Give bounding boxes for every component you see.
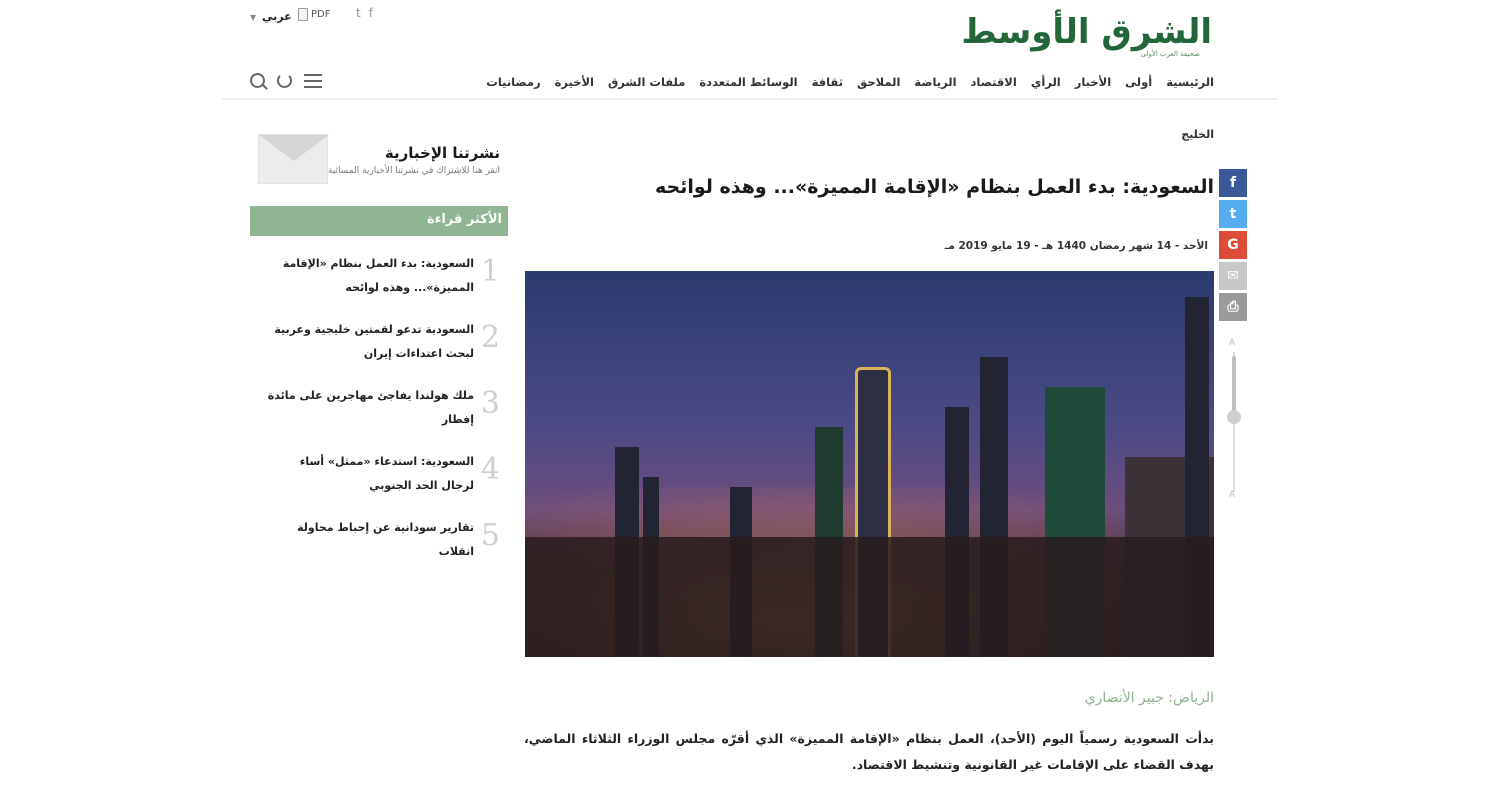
list-item-title[interactable]: السعودية تدعو لقمتين خليجية وعربية لبحث اعتداءات إيران [274,323,474,360]
slider-fill [1232,356,1236,414]
nav-item-ramadan[interactable]: رمضانيات [486,75,541,89]
refresh-icon[interactable] [277,73,292,88]
nav-item-home[interactable]: الرئيسية [1166,75,1214,89]
pdf-link[interactable] [298,8,330,21]
search-icon[interactable] [250,73,265,88]
font-size-large-icon: A [1229,338,1236,348]
nav-item-opinion[interactable]: الرأي [1030,75,1061,89]
share-bar [1219,169,1247,321]
nav-item-economy[interactable]: الاقتصاد [970,75,1017,89]
article-date: الأحد - 14 شهر رمضان 1440 هـ - 19 مايو 2019 مـ [944,240,1208,252]
top-bar [0,0,1500,60]
language-switch[interactable] [250,10,292,23]
nav-item-files[interactable]: ملفات الشرق [608,75,686,89]
most-read-title: الأكثر قراءة [427,212,502,227]
nav-item-culture[interactable]: ثقافة [811,75,844,89]
pdf-file-icon [298,8,308,21]
slider-knob[interactable] [1227,410,1241,424]
envelope-icon [258,134,328,184]
nav-item-last[interactable]: الأخيرة [554,75,594,89]
list-item-number: 1 [480,254,500,289]
nav-item-sports[interactable]: الرياضة [914,75,957,89]
site-logo[interactable]: الشرق الأوسط [961,12,1212,52]
list-item-number: 5 [480,518,500,553]
google-icon: G [1227,237,1239,253]
main-nav [222,66,1278,100]
twitter-share-button[interactable] [1219,200,1247,228]
font-size-slider[interactable] [1226,338,1242,508]
list-item-number: 2 [480,320,500,355]
most-read-list [250,250,508,580]
facebook-share-button[interactable] [1219,169,1247,197]
facebook-icon: f [1229,175,1237,191]
social-links [356,6,373,20]
email-share-button[interactable] [1219,262,1247,290]
list-item-number: 3 [480,386,500,421]
print-button[interactable] [1219,293,1247,321]
envelope-icon: ✉ [1227,268,1239,284]
menu-icon[interactable] [304,74,322,88]
google-share-button[interactable] [1219,231,1247,259]
article-headline: السعودية: بدء العمل بنظام «الإقامة المميزة»... وهذه لوائحه [655,176,1214,198]
list-item-title[interactable]: تقارير سودانية عن إحباط محاولة انقلاب [297,521,474,558]
pdf-label: PDF [311,9,331,20]
list-item[interactable] [250,382,508,448]
nav-item-news[interactable]: الأخبار [1074,75,1112,89]
font-size-small-icon: A [1229,490,1236,500]
article-byline: الرياض: جبير الأنصاري [1084,690,1214,706]
nav-item-supplements[interactable]: الملاحق [857,75,901,89]
list-item[interactable] [250,514,508,580]
twitter-icon: t [1229,206,1237,222]
printer-icon: ⎙ [1227,299,1239,315]
list-item[interactable] [250,316,508,382]
list-item[interactable] [250,250,508,316]
facebook-icon[interactable]: f [368,6,373,20]
nav-items [486,75,1214,89]
list-item-title[interactable]: السعودية: بدء العمل بنظام «الإقامة المميزة»... وهذه لوائحه [282,257,474,294]
language-label: عربي [262,10,292,23]
article-hero-image [525,271,1214,657]
nav-item-multimedia[interactable]: الوسائط المتعددة [699,75,798,89]
nav-icons [250,73,322,88]
list-item[interactable] [250,448,508,514]
site-logo-tagline: صحيفة العرب الأولى [1140,50,1200,58]
newsletter-subtitle[interactable]: انقر هنا للاشتراك في نشرتنا الأخبارية المسائية [327,166,500,176]
chevron-down-icon: ▼ [250,13,257,22]
list-item-title[interactable]: السعودية: استدعاء «ممثل» أساء لرجال الحد الجنوبي [299,455,474,492]
list-item-title[interactable]: ملك هولندا يفاجئ مهاجرين على مائدة إفطار [267,389,474,426]
article-section[interactable]: الخليج [1181,128,1214,141]
most-read-header [250,206,508,236]
newsletter-box[interactable] [250,134,506,190]
list-item-number: 4 [480,452,500,487]
article-body: بدأت السعودية رسمياً اليوم (الأحد)، العمل بنظام «الإقامة المميزة» الذي أقرّه مجلس الوزراء الثلاثاء الماضي، بهدف القضاء على الإقامات غير القانونية وتنشيط الاقتصاد. [524,731,1214,772]
newsletter-title: نشرتنا الإخبارية [384,144,500,162]
twitter-icon[interactable]: t [356,6,361,20]
nav-item-first[interactable]: أولى [1125,75,1153,89]
